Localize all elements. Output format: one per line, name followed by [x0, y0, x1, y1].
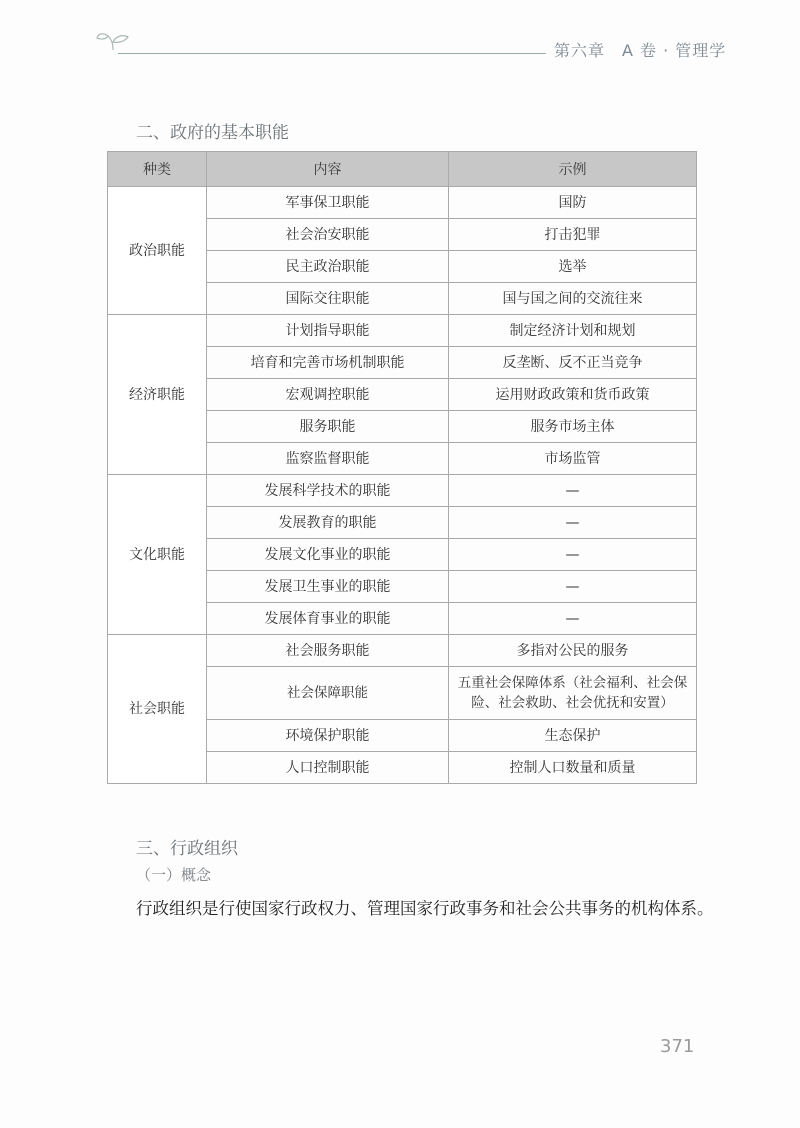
column-header-category: 种类: [108, 152, 207, 187]
example-cell: 控制人口数量和质量: [449, 752, 697, 784]
example-cell: 五重社会保障体系（社会福利、社会保险、社会救助、社会优抚和安置）: [449, 667, 697, 720]
definition-paragraph: 行政组织是行使国家行政权力、管理国家行政事务和社会公共事务的机构体系。: [136, 899, 714, 918]
example-cell: 国与国之间的交流往来: [449, 283, 697, 315]
content-cell: 环境保护职能: [207, 720, 449, 752]
subsection-title-concept: （一）概念: [136, 866, 212, 884]
content-cell: 人口控制职能: [207, 752, 449, 784]
example-cell: 制定经济计划和规划: [449, 315, 697, 347]
column-header-content: 内容: [207, 152, 449, 187]
example-cell: 反垄断、反不正当竞争: [449, 347, 697, 379]
content-cell: 社会保障职能: [207, 667, 449, 720]
chapter-title: 第六章 A 卷 · 管理学: [554, 41, 727, 60]
category-cell: 社会职能: [108, 635, 207, 784]
page-header: [0, 0, 800, 70]
content-cell: 发展科学技术的职能: [207, 475, 449, 507]
example-cell: —: [449, 507, 697, 539]
content-cell: 发展体育事业的职能: [207, 603, 449, 635]
section-title-admin-org: 三、行政组织: [136, 839, 238, 859]
example-cell: —: [449, 571, 697, 603]
content-cell: 发展卫生事业的职能: [207, 571, 449, 603]
content-cell: 发展教育的职能: [207, 507, 449, 539]
functions-table: [107, 151, 697, 784]
example-cell: 国防: [449, 187, 697, 219]
example-cell: 打击犯罪: [449, 219, 697, 251]
category-cell: 文化职能: [108, 475, 207, 635]
column-header-example: 示例: [449, 152, 697, 187]
example-cell: 运用财政政策和货币政策: [449, 379, 697, 411]
content-cell: 服务职能: [207, 411, 449, 443]
table-row: [108, 187, 697, 219]
content-cell: 社会治安职能: [207, 219, 449, 251]
category-cell: 政治职能: [108, 187, 207, 315]
example-cell: 服务市场主体: [449, 411, 697, 443]
example-cell: 生态保护: [449, 720, 697, 752]
example-cell: 市场监管: [449, 443, 697, 475]
section-title-govt-functions: 二、政府的基本职能: [136, 123, 289, 143]
table-header-row: [108, 152, 697, 187]
example-cell: 选举: [449, 251, 697, 283]
example-cell: —: [449, 475, 697, 507]
example-cell: —: [449, 539, 697, 571]
content-cell: 监察监督职能: [207, 443, 449, 475]
content-cell: 培育和完善市场机制职能: [207, 347, 449, 379]
example-cell: —: [449, 603, 697, 635]
table-row: [108, 315, 697, 347]
table-row: [108, 475, 697, 507]
content-cell: 国际交往职能: [207, 283, 449, 315]
content-cell: 军事保卫职能: [207, 187, 449, 219]
example-cell: 多指对公民的服务: [449, 635, 697, 667]
content-cell: 社会服务职能: [207, 635, 449, 667]
sprout-icon: [96, 28, 130, 52]
category-cell: 经济职能: [108, 315, 207, 475]
content-cell: 计划指导职能: [207, 315, 449, 347]
header-rule: [118, 53, 546, 54]
content-cell: 宏观调控职能: [207, 379, 449, 411]
table-row: [108, 635, 697, 667]
page-number: 371: [660, 1036, 695, 1057]
content-cell: 发展文化事业的职能: [207, 539, 449, 571]
content-cell: 民主政治职能: [207, 251, 449, 283]
